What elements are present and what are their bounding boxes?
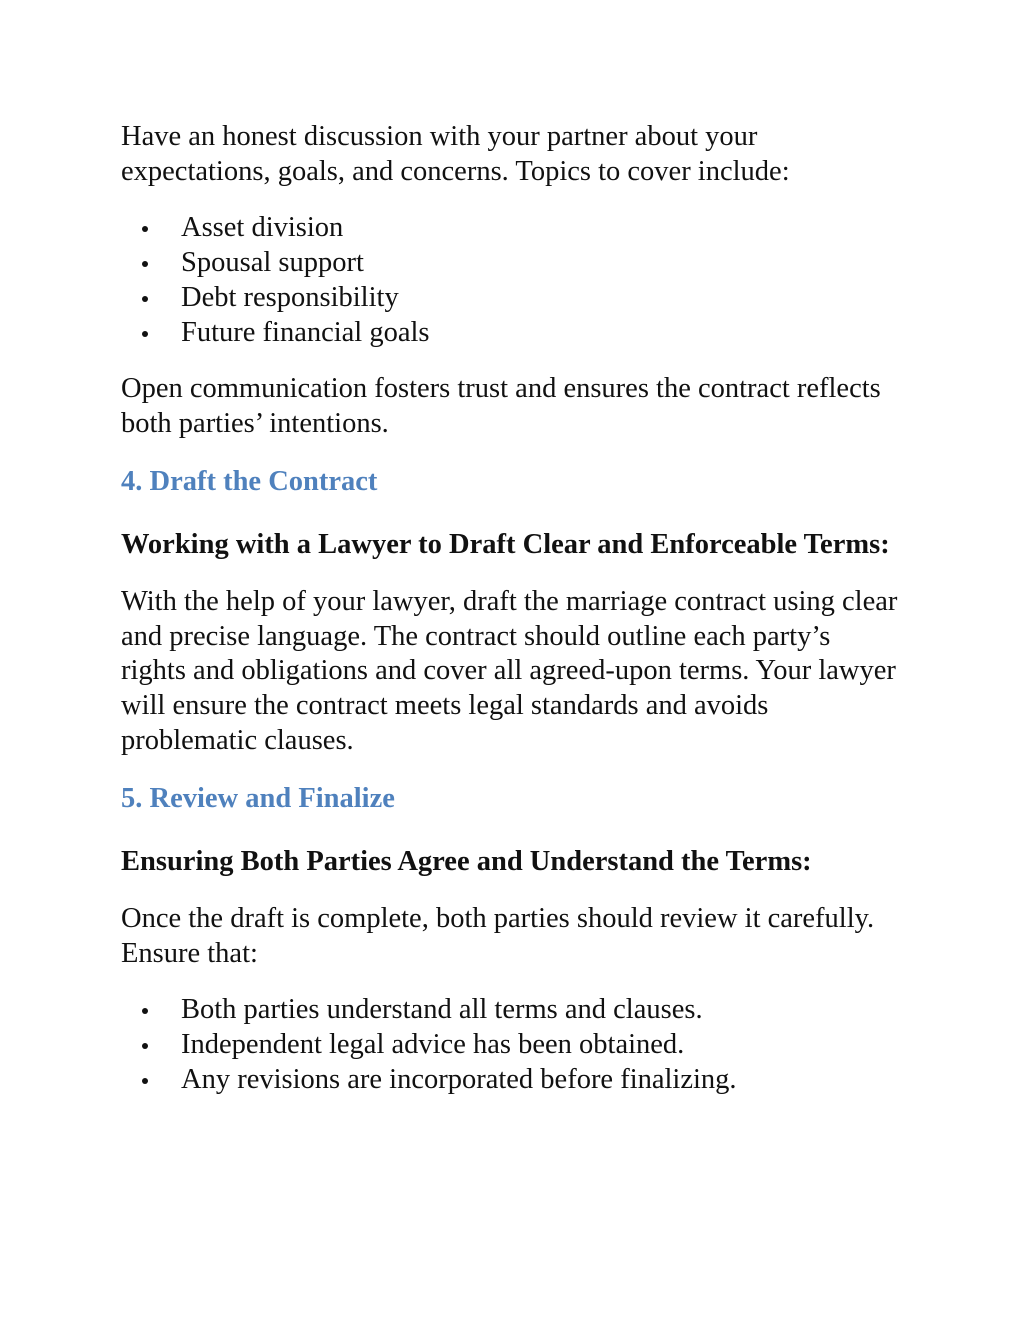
list-item bbox=[121, 246, 901, 281]
list-item bbox=[121, 1028, 901, 1063]
section-5-subheading: Ensuring Both Parties Agree and Understand the Terms: bbox=[121, 846, 812, 878]
bullet-icon bbox=[142, 296, 148, 302]
list-item bbox=[121, 211, 901, 246]
list-item-text: Future financial goals bbox=[181, 316, 430, 348]
list-item-text: Asset division bbox=[181, 212, 344, 244]
checklist bbox=[121, 993, 901, 1097]
section-4-paragraph: With the help of your lawyer, draft the marriage contract using clear and precise language. The contract should outline each party’s rights and obligations and cover all agreed-upon terms. Your lawyer will ensure the contract meets legal standards and avoids problematic clauses. bbox=[121, 586, 898, 756]
intro-paragraph: Have an honest discussion with your partner about your expectations, goals, and concerns. Topics to cover include: bbox=[121, 121, 790, 187]
section-4-subheading: Working with a Lawyer to Draft Clear and Enforceable Terms: bbox=[121, 529, 890, 561]
list-item-text: Both parties understand all terms and clauses. bbox=[181, 994, 703, 1026]
list-item-text: Any revisions are incorporated before finalizing. bbox=[181, 1063, 737, 1095]
bullet-icon bbox=[142, 1078, 148, 1084]
list-item-text: Independent legal advice has been obtained. bbox=[181, 1029, 685, 1061]
section-5-paragraph: Once the draft is complete, both parties should review it carefully. Ensure that: bbox=[121, 902, 875, 969]
topics-list bbox=[121, 211, 901, 350]
list-item-text: Spousal support bbox=[181, 247, 364, 279]
bullet-icon bbox=[142, 331, 148, 337]
list-item bbox=[121, 316, 901, 351]
communication-paragraph: Open communication fosters trust and ensures the contract reflects both parties’ intentions. bbox=[121, 373, 881, 439]
list-item bbox=[121, 993, 901, 1028]
document-body bbox=[121, 120, 901, 1097]
bullet-icon bbox=[142, 1043, 148, 1049]
section-4-heading: 4. Draft the Contract bbox=[121, 465, 378, 497]
section-5-heading: 5. Review and Finalize bbox=[121, 782, 395, 814]
list-item-text: Debt responsibility bbox=[181, 281, 399, 313]
list-item bbox=[121, 281, 901, 316]
bullet-icon bbox=[142, 1008, 148, 1014]
list-item bbox=[121, 1063, 901, 1098]
bullet-icon bbox=[142, 226, 148, 232]
bullet-icon bbox=[142, 261, 148, 267]
